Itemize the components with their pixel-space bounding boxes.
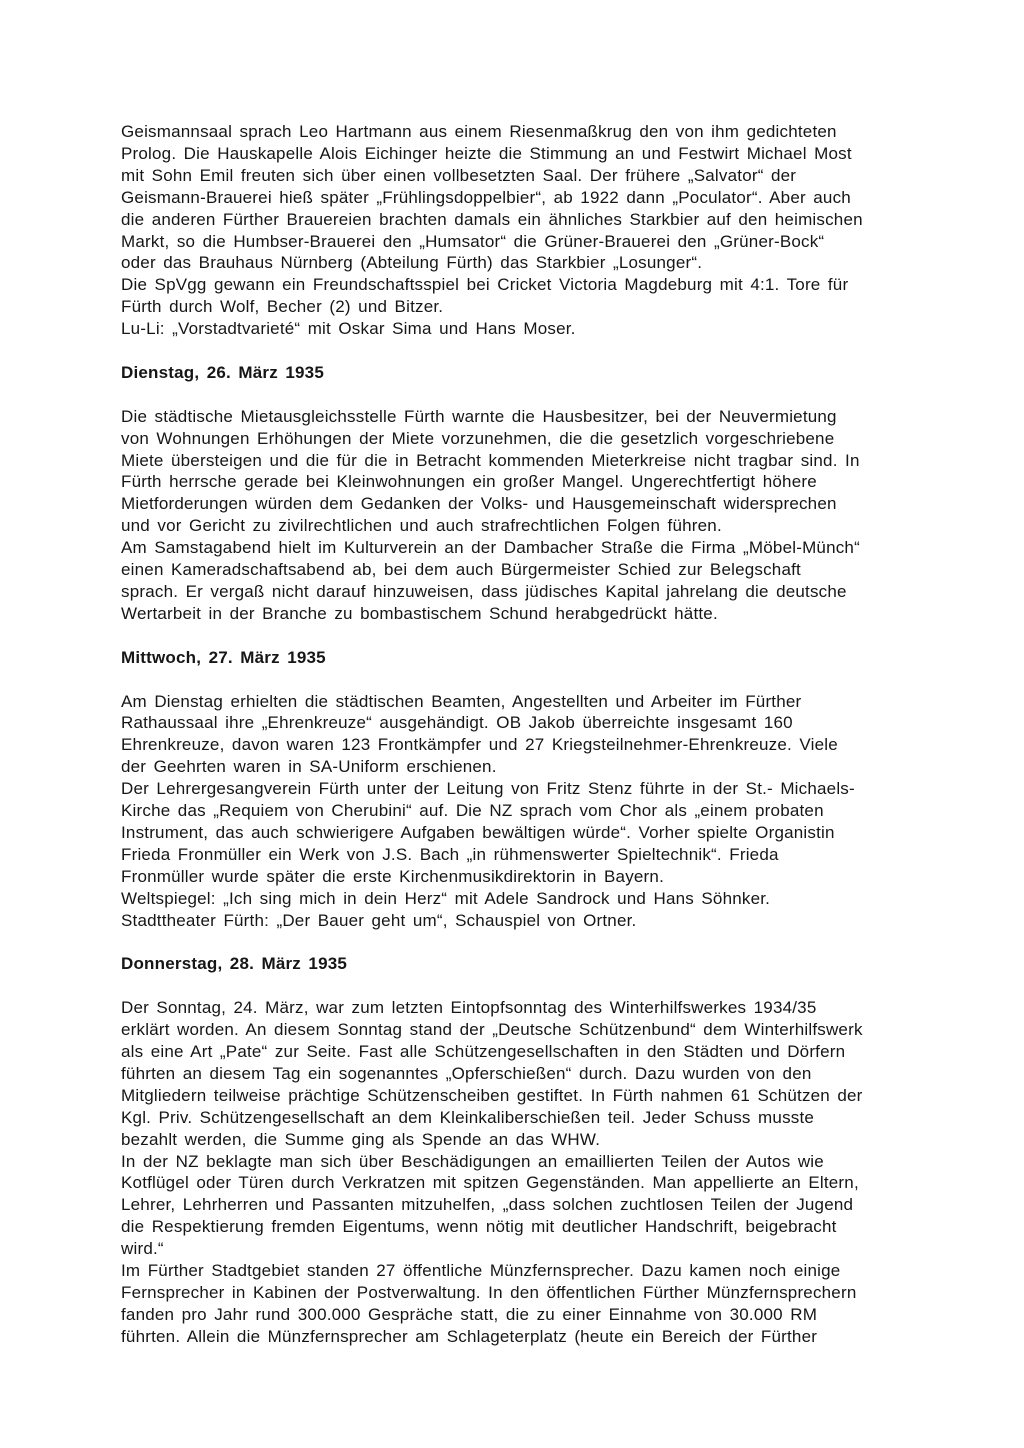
text-line: und vor Gericht zu zivilrechtlichen und auch strafrechtlichen Folgen führen.: [121, 516, 722, 536]
paragraph: [121, 691, 931, 932]
text-line: Prolog. Die Hauskapelle Alois Eichinger heizte die Stimmung an und Festwirt Michael Most: [121, 143, 852, 163]
text-line: Markt, so die Humbser-Brauerei den „Humsator“ die Grüner-Brauerei den „Grüner-Bock“: [121, 231, 825, 251]
text-line: Rathaussaal ihre „Ehrenkreuze“ ausgehändigt. OB Jakob überreichte insgesamt 160: [121, 713, 793, 733]
text-line: führten. Allein die Münzfernsprecher am Schlageterplatz (heute ein Bereich der Fürther: [121, 1326, 818, 1346]
text-line: die Respektierung fremden Eigentums, wenn nötig mit deutlicher Handschrift, beigebracht: [121, 1217, 837, 1237]
text-line: Mitgliedern teilweise prächtige Schützenscheiben gestiftet. In Fürth nahmen 61 Schützen der: [121, 1085, 863, 1105]
text-line: oder das Brauhaus Nürnberg (Abteilung Fürth) das Starkbier „Losunger“.: [121, 253, 703, 273]
section-heading: Donnerstag, 28. März 1935: [121, 954, 348, 974]
text-line: Fronmüller wurde später die erste Kirchenmusikdirektorin in Bayern.: [121, 866, 664, 886]
section-heading: Mittwoch, 27. März 1935: [121, 647, 326, 667]
text-line: Instrument, das auch schwierigere Aufgaben bewältigen würde“. Vorher spielte Organistin: [121, 822, 835, 842]
text-line: Kgl. Priv. Schützengesellschaft an dem Kleinkaliberschießen teil. Jeder Schuss musste: [121, 1107, 815, 1127]
paragraph: [121, 997, 931, 1348]
section-heading: Dienstag, 26. März 1935: [121, 362, 324, 382]
text-line: Kotflügel oder Türen durch Verkratzen mit spitzen Gegenständen. Man appellierte an Eltern,: [121, 1173, 859, 1193]
text-line: erklärt worden. An diesem Sonntag stand der „Deutsche Schützenbund“ dem Winterhilfswerk: [121, 1020, 863, 1040]
text-line: Geismann-Brauerei hieß später „Frühlingsdoppelbier“, ab 1922 dann „Poculator“. Aber auch: [121, 187, 851, 207]
text-line: Weltspiegel: „Ich sing mich in dein Herz“ mit Adele Sandrock und Hans Söhnker.: [121, 888, 771, 908]
paragraph: [121, 121, 931, 340]
text-line: Lu-Li: „Vorstadtvarieté“ mit Oskar Sima und Hans Moser.: [121, 319, 576, 339]
text-line: die anderen Fürther Brauereien brachten damals ein ähnliches Starkbier auf den heimischen: [121, 209, 863, 229]
text-line: Kirche das „Requiem von Cherubini“ auf. Die NZ sprach vom Chor als „einem probaten: [121, 801, 824, 821]
text-line: Lehrer, Lehrherren und Passanten mitzuhelfen, „dass solchen zuchtlosen Teilen der Jugend: [121, 1195, 854, 1215]
text-line: Der Lehrergesangverein Fürth unter der Leitung von Fritz Stenz führte in der St.- Michaels-: [121, 779, 855, 799]
text-line: von Wohnungen Erhöhungen der Miete vorzunehmen, die die gesetzlich vorgeschriebene: [121, 428, 835, 448]
document-text: [121, 121, 931, 1348]
text-line: bezahlt werden, die Summe ging als Spende an das WHW.: [121, 1129, 601, 1149]
text-line: Die SpVgg gewann ein Freundschaftsspiel bei Cricket Victoria Magdeburg mit 4:1. Tore für: [121, 275, 849, 295]
text-line: einen Kameradschaftsabend ab, bei dem auch Bürgermeister Schied zur Belegschaft: [121, 560, 801, 580]
text-line: als eine Art „Pate“ zur Seite. Fast alle Schützengesellschaften in den Städten und Dörfern: [121, 1041, 846, 1061]
text-line: mit Sohn Emil freuten sich über einen vollbesetzten Saal. Der frühere „Salvator“ der: [121, 165, 797, 185]
text-line: Wertarbeit in der Branche zu bombastischem Schund herabgedrückt hätte.: [121, 603, 718, 623]
text-line: Am Dienstag erhielten die städtischen Beamten, Angestellten und Arbeiter im Fürther: [121, 691, 802, 711]
paragraph: [121, 406, 931, 625]
text-line: Am Samstagabend hielt im Kulturverein an der Dambacher Straße die Firma „Möbel-Münch“: [121, 538, 860, 558]
text-line: fanden pro Jahr rund 300.000 Gespräche statt, die zu einer Einnahme von 30.000 RM: [121, 1304, 818, 1324]
text-line: wird.“: [121, 1239, 164, 1259]
text-line: Fernsprecher in Kabinen der Postverwaltung. In den öffentlichen Fürther Münzfernsprechern: [121, 1282, 857, 1302]
text-line: Geismannsaal sprach Leo Hartmann aus einem Riesenmaßkrug den von ihm gedichteten: [121, 122, 837, 141]
text-line: Im Fürther Stadtgebiet standen 27 öffentliche Münzfernsprecher. Dazu kamen noch einige: [121, 1261, 841, 1281]
text-line: Mietforderungen würden dem Gedanken der Volks- und Hausgemeinschaft widersprechen: [121, 494, 837, 514]
text-line: Fürth herrsche gerade bei Kleinwohnungen ein großer Mangel. Ungerechtfertigt höhere: [121, 472, 817, 492]
text-line: Der Sonntag, 24. März, war zum letzten Eintopfsonntag des Winterhilfswerkes 1934/35: [121, 998, 817, 1018]
text-line: sprach. Er vergaß nicht darauf hinzuweisen, dass jüdisches Kapital jahrelang die deutsche: [121, 582, 847, 601]
text-line: Ehrenkreuze, davon waren 123 Frontkämpfer und 27 Kriegsteilnehmer-Ehrenkreuze. Viele: [121, 735, 838, 755]
text-line: Stadttheater Fürth: „Der Bauer geht um“, Schauspiel von Ortner.: [121, 910, 637, 930]
text-line: Die städtische Mietausgleichsstelle Fürth warnte die Hausbesitzer, bei der Neuvermietung: [121, 406, 837, 426]
text-line: führten an diesem Tag ein sogenanntes „Opferschießen“ durch. Dazu wurden von den: [121, 1063, 812, 1083]
text-line: Frieda Fronmüller ein Werk von J.S. Bach „in rühmenswerter Spieltechnik“. Frieda: [121, 844, 779, 864]
text-line: Miete übersteigen und die für die in Betracht kommenden Mieterkreise nicht tragbar sind. In: [121, 450, 860, 470]
text-line: der Geehrten waren in SA-Uniform erschienen.: [121, 757, 497, 777]
text-line: Fürth durch Wolf, Becher (2) und Bitzer.: [121, 297, 444, 317]
text-line: In der NZ beklagte man sich über Beschädigungen an emaillierten Teilen der Autos wie: [121, 1151, 824, 1171]
